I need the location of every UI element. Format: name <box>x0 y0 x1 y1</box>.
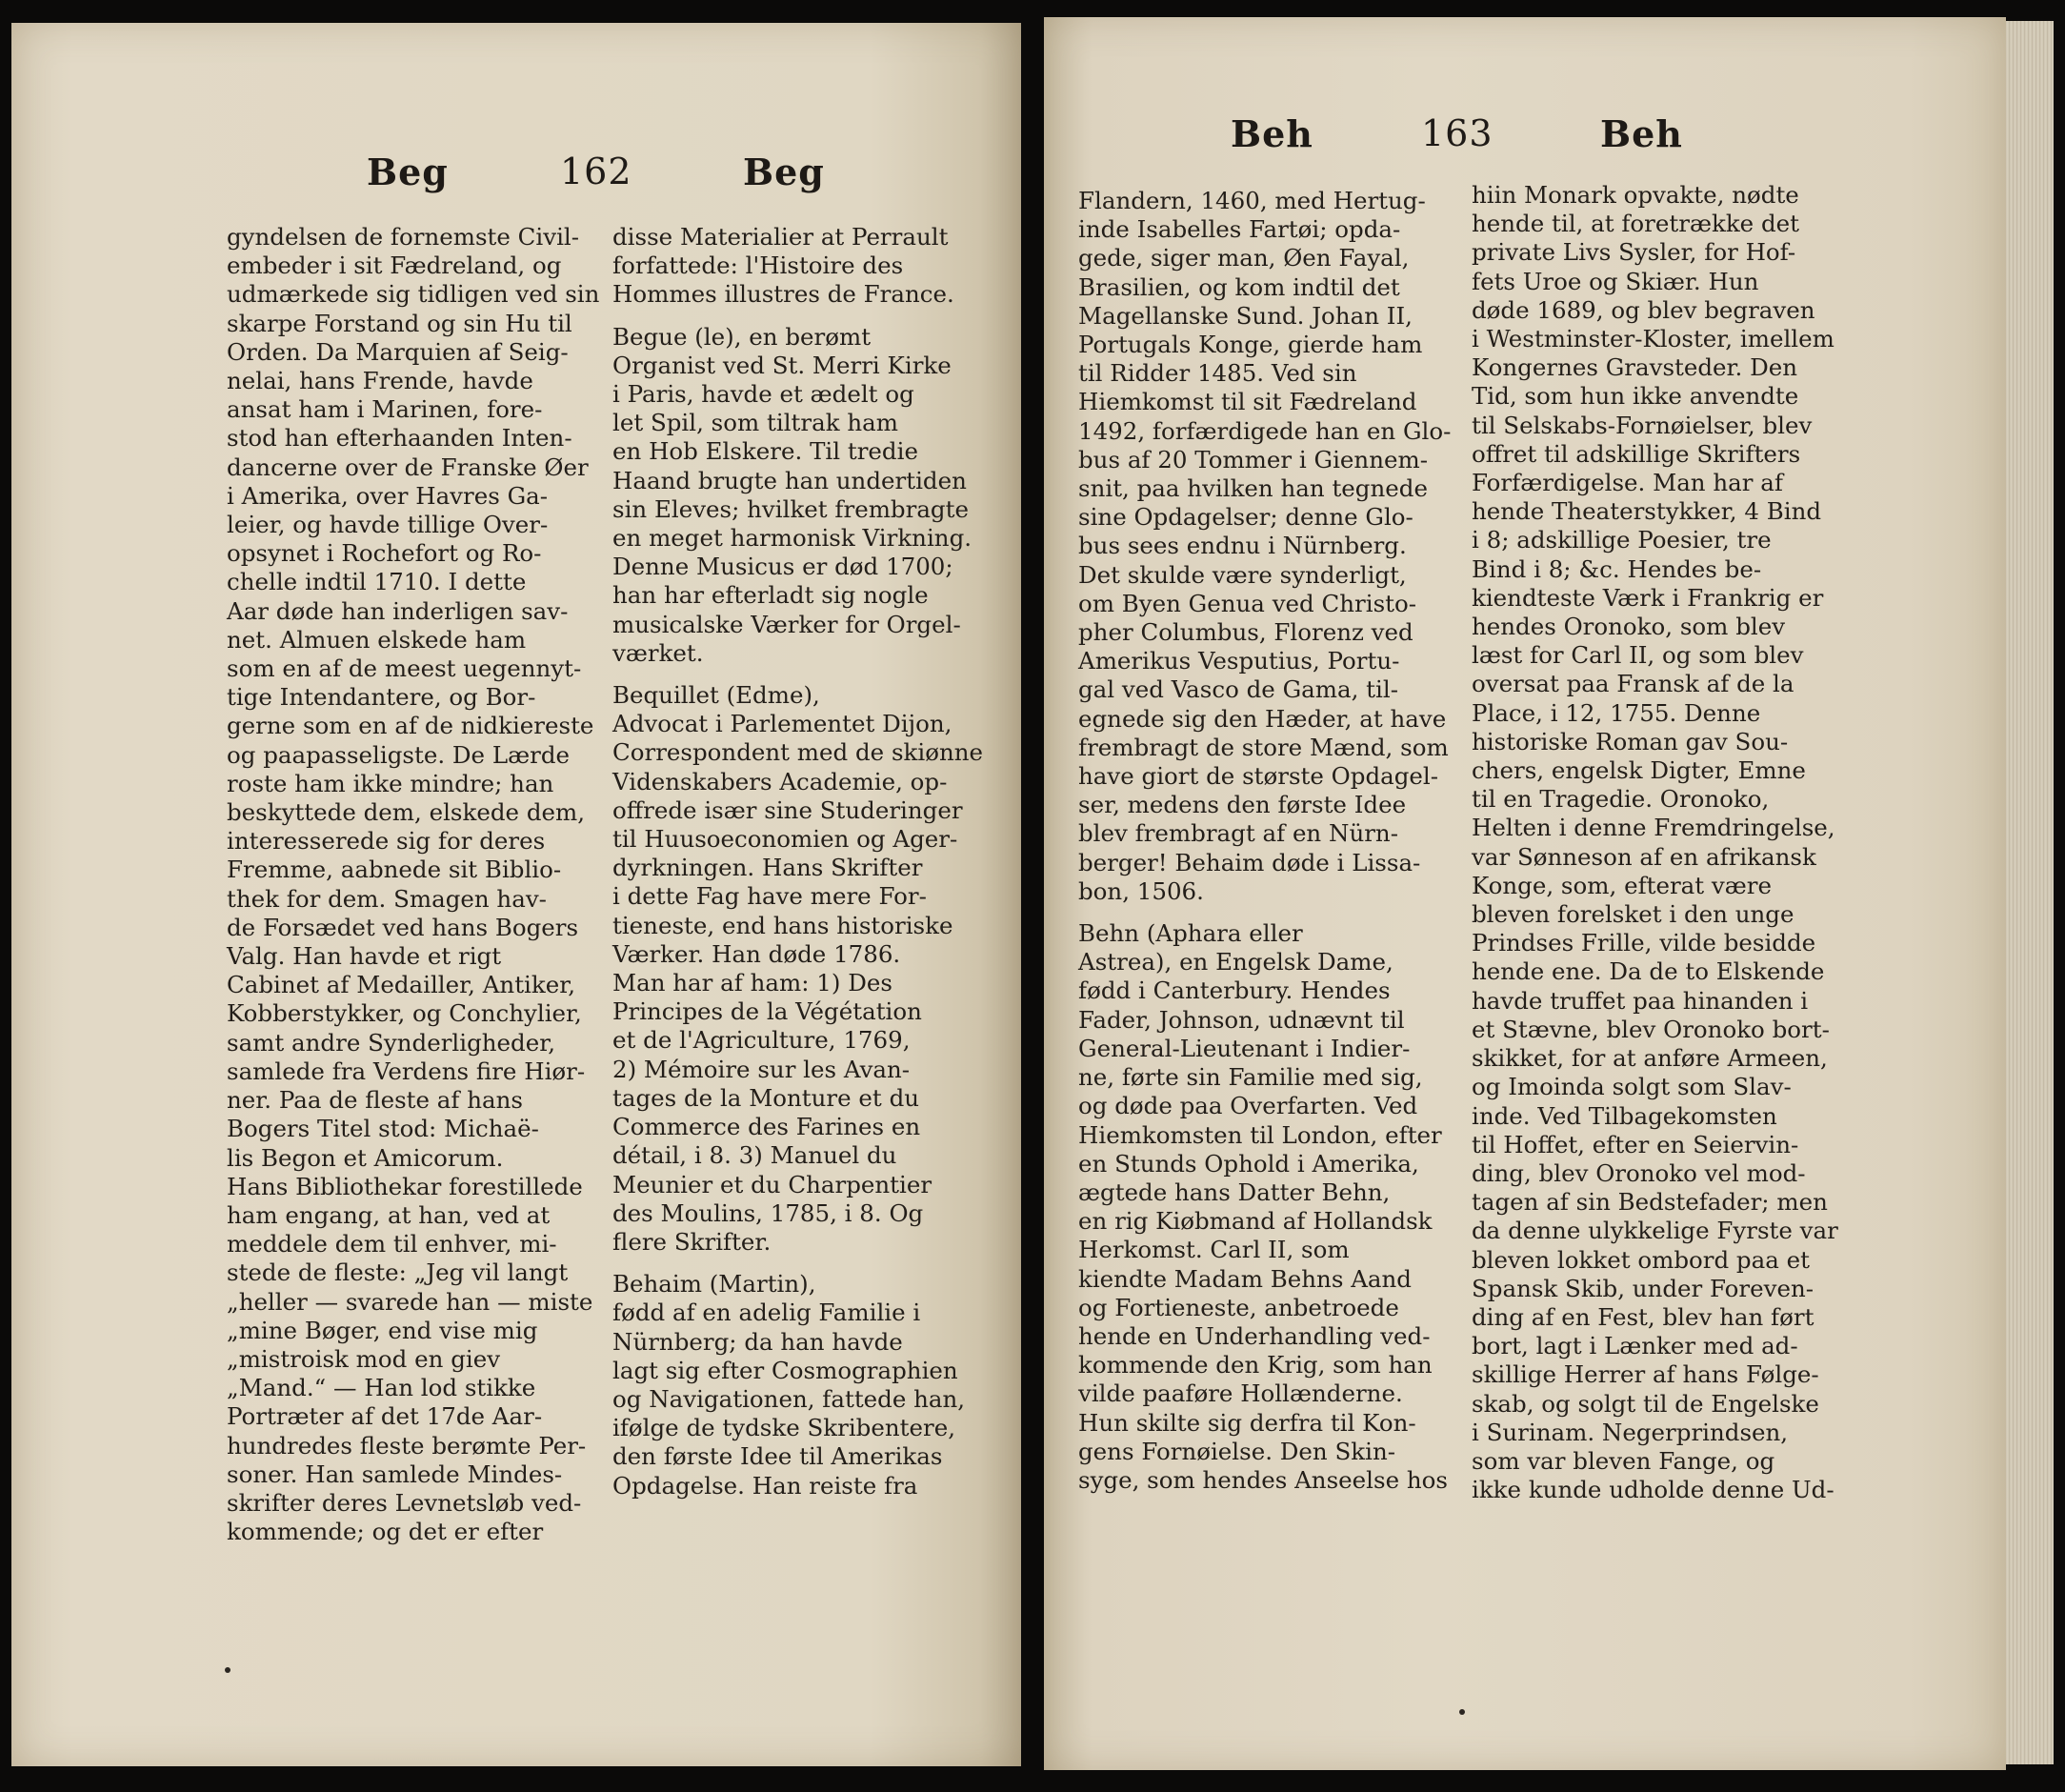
text-line: bus af 20 Tommer i Giennem- <box>1078 445 1428 473</box>
text-line: blev frembragt af en Nürn- <box>1078 819 1398 848</box>
text-line: om Byen Genua ved Christo- <box>1078 589 1417 617</box>
text-line: tages de la Monture et du <box>612 1083 920 1112</box>
text-line: kommende; og det er efter <box>227 1518 544 1546</box>
text-line: Videnskabers Academie, op- <box>612 767 948 795</box>
text-line: ansat ham i Marinen, fore- <box>227 395 543 424</box>
text-line: Helten i denne Fremdringelse, <box>1472 814 1835 842</box>
text-line: Hun skilte sig derfra til Kon- <box>1078 1408 1416 1437</box>
text-line: samlede fra Verdens fire Hiør- <box>227 1057 586 1085</box>
text-line: Det skulde være synderligt, <box>1078 560 1407 589</box>
text-line: Principes de la Végétation <box>612 997 922 1026</box>
text-line: et Stævne, blev Oronoko bort- <box>1472 1015 1830 1043</box>
text-line: ifølge de tydske Skribentere, <box>612 1414 955 1442</box>
paragraph <box>612 223 979 310</box>
text-line: en rig Kiøbmand af Hollandsk <box>1078 1207 1433 1236</box>
text-line: offret til adskillige Skrifters <box>1472 439 1801 468</box>
text-line: Behn (Aphara eller <box>1078 919 1303 948</box>
text-line: gens Fornøielse. Den Skin- <box>1078 1437 1396 1465</box>
text-line: udmærkede sig tidligen ved sin <box>227 280 600 309</box>
text-line: egnede sig den Hæder, at have <box>1078 704 1447 733</box>
text-line: hendes Oronoko, som blev <box>1472 613 1786 641</box>
text-line: „mistroisk mod en giev <box>227 1344 501 1373</box>
left-page-number: 162 <box>560 151 632 192</box>
text-line: tieneste, end hans historiske <box>612 911 953 939</box>
left-page-column-2 <box>612 223 984 1500</box>
text-line: i Amerika, over Havres Ga- <box>227 481 549 510</box>
text-line: have giort de største Opdagel- <box>1078 762 1439 791</box>
text-line: Forfærdigelse. Man har af <box>1472 469 1783 497</box>
text-line: hundredes fleste berømte Per- <box>227 1431 587 1460</box>
text-line: Opdagelse. Han reiste fra <box>612 1471 918 1500</box>
paragraph <box>612 681 984 1257</box>
text-line: beskyttede dem, elskede dem, <box>227 798 586 827</box>
text-line: hende til, at foretrække det <box>1472 210 1799 238</box>
text-line: détail, i 8. 3) Manuel du <box>612 1141 897 1170</box>
text-line: Tid, som hun ikke anvendte <box>1472 382 1799 411</box>
text-line: dyrkningen. Hans Skrifter <box>612 854 923 882</box>
text-line: Orden. Da Marquien af Seig- <box>227 337 569 366</box>
right-page-number: 163 <box>1421 112 1494 154</box>
paragraph <box>1078 187 1452 906</box>
text-line: leier, og havde tillige Over- <box>227 511 549 539</box>
text-line: i Surinam. Negerprindsen, <box>1472 1418 1789 1446</box>
text-line: Valg. Han havde et rigt <box>227 942 502 971</box>
text-line: til Selskabs-Fornøielser, blev <box>1472 411 1813 439</box>
text-line: gyndelsen de fornemste Civil- <box>227 223 580 251</box>
text-line: Portræter af det 17de Aar- <box>227 1402 543 1431</box>
text-line: ægtede hans Datter Behn, <box>1078 1178 1391 1206</box>
text-line: offrede især sine Studeringer <box>612 795 963 824</box>
text-line: frembragt de store Mænd, som <box>1078 733 1449 761</box>
text-line: gerne som en af de nidkiereste <box>227 712 594 740</box>
text-line: Flandern, 1460, med Hertug- <box>1078 187 1426 214</box>
text-line: skikket, for at anføre Armeen, <box>1472 1044 1828 1073</box>
text-line: Bind i 8; &c. Hendes be- <box>1472 554 1762 583</box>
text-line: Spansk Skib, under Foreven- <box>1472 1274 1814 1302</box>
text-line: opsynet i Rochefort og Ro- <box>227 539 542 568</box>
paragraph <box>227 223 600 1546</box>
text-line: i dette Fag have mere For- <box>612 882 927 911</box>
text-line: chelle indtil 1710. I dette <box>227 568 527 596</box>
text-line: som en af de meest uegennyt- <box>227 654 582 683</box>
text-line: hende ene. Da de to Elskende <box>1472 957 1825 986</box>
text-line: historiske Roman gav Sou- <box>1472 727 1789 755</box>
right-page-column-2 <box>1472 181 1838 1504</box>
text-line: „Mand.“ — Han lod stikke <box>227 1374 536 1402</box>
text-line: Fader, Johnson, udnævnt til <box>1078 1005 1405 1034</box>
text-line: en meget harmonisk Virkning. <box>612 524 972 553</box>
text-line: bort, lagt i Lænker med ad- <box>1472 1332 1798 1360</box>
text-line: Place, i 12, 1755. Denne <box>1472 698 1761 727</box>
text-line: hende en Underhandling ved- <box>1078 1321 1431 1350</box>
text-line: ikke kunde udholde denne Ud- <box>1472 1476 1834 1504</box>
text-line: tagen af sin Bedstefader; men <box>1472 1188 1828 1217</box>
text-line: „heller — svarede han — miste <box>227 1287 593 1316</box>
text-line: sine Opdagelser; denne Glo- <box>1078 503 1413 532</box>
text-line: Værker. Han døde 1786. <box>612 939 901 968</box>
left-header-word: Beg <box>367 151 449 193</box>
text-line: Portugals Konge, gierde ham <box>1078 331 1423 359</box>
text-line: sin Eleves; hvilket frembragte <box>612 494 969 523</box>
text-line: var Sønneson af en afrikansk <box>1472 842 1816 871</box>
text-line: til Ridder 1485. Ved sin <box>1078 359 1357 388</box>
text-line: i Westminster-Kloster, imellem <box>1472 325 1834 353</box>
text-line: ding, blev Oronoko vel mod- <box>1472 1158 1806 1187</box>
text-line: læst for Carl II, og som blev <box>1472 641 1804 670</box>
text-line: forfattede: l'Histoire des <box>612 252 904 280</box>
text-line: Bequillet (Edme), <box>612 681 820 710</box>
text-line: hende Theaterstykker, 4 Bind <box>1472 497 1822 526</box>
text-line: i Paris, havde et ædelt og <box>612 380 914 409</box>
text-line: og døde paa Overfarten. Ved <box>1078 1092 1418 1120</box>
text-line: han har efterladt sig nogle <box>612 581 929 610</box>
text-line: Prindses Frille, vilde besidde <box>1472 929 1816 957</box>
text-line: Aar døde han inderligen sav- <box>227 596 569 625</box>
text-line: et de l'Agriculture, 1769, <box>612 1026 911 1055</box>
text-line: roste ham ikke mindre; han <box>227 769 554 797</box>
text-line: General-Lieutenant i Indier- <box>1078 1034 1411 1062</box>
text-line: en Hob Elskere. Til tredie <box>612 437 918 466</box>
text-line: musicalske Værker for Orgel- <box>612 610 961 638</box>
text-line: skarpe Forstand og sin Hu til <box>227 309 572 337</box>
paragraph <box>612 1270 979 1500</box>
text-line: stede de fleste: „Jeg vil langt <box>227 1258 569 1287</box>
text-line: chers, engelsk Digter, Emne <box>1472 756 1806 785</box>
text-line: Advocat i Parlementet Dijon, <box>612 710 952 738</box>
text-line: ham engang, at han, ved at <box>227 1200 551 1229</box>
text-line: fødd i Canterbury. Hendes <box>1078 977 1391 1005</box>
text-line: skrifter deres Levnetsløb ved- <box>227 1488 582 1517</box>
page-block-edge <box>2006 21 2054 1764</box>
text-line: Haand brugte han undertiden <box>612 466 967 494</box>
text-line: berger! Behaim døde i Lissa- <box>1078 848 1421 876</box>
text-line: Meunier et du Charpentier <box>612 1170 932 1198</box>
right-header-word-right: Beh <box>1600 112 1683 155</box>
text-line: vilde paaføre Hollænderne. <box>1078 1379 1403 1408</box>
text-line: lagt sig efter Cosmographien <box>612 1356 958 1384</box>
text-line: gede, siger man, Øen Fayal, <box>1078 244 1410 272</box>
left-page-column-1 <box>227 223 600 1546</box>
text-line: snit, paa hvilken han tegnede <box>1078 474 1428 503</box>
text-line: og Navigationen, fattede han, <box>612 1384 966 1413</box>
text-line: kiendteste Værk i Frankrig er <box>1472 583 1824 612</box>
text-line: værket. <box>612 638 704 667</box>
text-line: ser, medens den første Idee <box>1078 791 1407 819</box>
text-line: stod han efterhaanden Inten- <box>227 424 572 453</box>
text-line: let Spil, som tiltrak ham <box>612 409 898 437</box>
text-line: net. Almuen elskede ham <box>227 625 527 654</box>
text-line: Kongernes Gravsteder. Den <box>1472 353 1798 382</box>
text-line: de Forsædet ved hans Bogers <box>227 913 579 941</box>
text-line: da denne ulykkelige Fyrste var <box>1472 1217 1838 1245</box>
right-header-word: Beh <box>1231 112 1313 155</box>
text-line: 1492, forfærdigede han en Glo- <box>1078 416 1452 445</box>
text-line: bus sees endnu i Nürnberg. <box>1078 532 1407 560</box>
text-line: „mine Bøger, end vise mig <box>227 1316 538 1344</box>
text-line: inde. Ved Tilbagekomsten <box>1472 1101 1777 1130</box>
text-line: des Moulins, 1785, i 8. Og <box>612 1198 924 1227</box>
text-line: Kobberstykker, og Conchylier, <box>227 999 582 1028</box>
text-line: bleven forelsket i den unge <box>1472 900 1794 929</box>
text-line: og Fortieneste, anbetroede <box>1078 1293 1399 1321</box>
text-line: Hans Bibliothekar forestillede <box>227 1172 583 1200</box>
text-line: Man har af ham: 1) Des <box>612 969 892 997</box>
text-line: kiendte Madam Behns Aand <box>1078 1264 1412 1293</box>
text-line: embeder i sit Fædreland, og <box>227 252 562 280</box>
text-line: ner. Paa de fleste af hans <box>227 1086 523 1115</box>
text-line: Begue (le), en berømt <box>612 322 872 351</box>
paragraph <box>1078 919 1448 1495</box>
text-line: i 8; adskillige Poesier, tre <box>1472 526 1772 554</box>
text-line: inde Isabelles Fartøi; opda- <box>1078 215 1401 244</box>
text-line: dancerne over de Franske Øer <box>227 453 589 481</box>
text-line: Behaim (Martin), <box>612 1270 816 1299</box>
paragraph <box>1472 181 1838 1504</box>
text-line: Magellanske Sund. Johan II, <box>1078 301 1413 330</box>
text-line: skillige Herrer af hans Følge- <box>1472 1360 1819 1389</box>
text-line: tige Intendantere, og Bor- <box>227 683 536 712</box>
text-line: samt andre Synderligheder, <box>227 1028 556 1057</box>
text-line: ne, førte sin Familie med sig, <box>1078 1063 1423 1092</box>
text-line: thek for dem. Smagen hav- <box>227 884 547 913</box>
text-line: fets Uroe og Skiær. Hun <box>1472 267 1759 295</box>
text-line: en Stunds Ophold i Amerika, <box>1078 1149 1419 1178</box>
text-line: skab, og solgt til de Engelske <box>1472 1389 1819 1418</box>
text-line: Denne Musicus er død 1700; <box>612 553 953 581</box>
text-line: og Imoinda solgt som Slav- <box>1472 1073 1792 1101</box>
text-line: Cabinet af Medailler, Antiker, <box>227 971 576 999</box>
text-line: Hommes illustres de France. <box>612 280 954 309</box>
text-line: bleven lokket ombord paa et <box>1472 1245 1810 1274</box>
text-line: til en Tragedie. Oronoko, <box>1472 785 1770 814</box>
text-line: syge, som hendes Anseelse hos <box>1078 1465 1448 1494</box>
paragraph <box>612 323 979 668</box>
text-line: den første Idee til Amerikas <box>612 1442 943 1471</box>
text-line: Hiemkomst til sit Fædreland <box>1078 388 1417 416</box>
text-line: havde truffet paa hinanden i <box>1472 986 1809 1015</box>
paper-speck <box>1459 1709 1465 1715</box>
text-line: Brasilien, og kom indtil det <box>1078 272 1400 301</box>
text-line: Amerikus Vesputius, Portu- <box>1078 647 1400 675</box>
text-line: hiin Monark opvakte, nødte <box>1472 181 1799 209</box>
text-line: lis Begon et Amicorum. <box>227 1143 504 1172</box>
text-line: Konge, som, efterat være <box>1472 871 1773 899</box>
text-line: Correspondent med de skiønne <box>612 738 984 767</box>
text-line: døde 1689, og blev begraven <box>1472 295 1815 324</box>
text-line: Fremme, aabnede sit Biblio- <box>227 856 562 884</box>
text-line: fødd af en adelig Familie i <box>612 1299 921 1327</box>
text-line: soner. Han samlede Mindes- <box>227 1460 563 1488</box>
text-line: gal ved Vasco de Gama, til- <box>1078 675 1398 704</box>
text-line: kommende den Krig, som han <box>1078 1351 1433 1379</box>
text-line: oversat paa Fransk af de la <box>1472 670 1794 698</box>
text-line: Hiemkomsten til London, efter <box>1078 1120 1442 1149</box>
text-line: Organist ved St. Merri Kirke <box>612 351 952 379</box>
text-line: flere Skrifter. <box>612 1227 772 1256</box>
text-line: som var bleven Fange, og <box>1472 1446 1775 1475</box>
text-line: Commerce des Farines en <box>612 1113 921 1141</box>
text-line: bon, 1506. <box>1078 876 1204 905</box>
text-line: interesserede sig for deres <box>227 827 546 856</box>
text-line: disse Materialier at Perrault <box>612 223 949 251</box>
text-line: private Livs Sysler, for Hof- <box>1472 238 1796 267</box>
text-line: 2) Mémoire sur les Avan- <box>612 1055 911 1083</box>
text-line: og paapasseligste. De Lærde <box>227 740 571 769</box>
text-line: meddele dem til enhver, mi- <box>227 1230 557 1258</box>
text-line: Herkomst. Carl II, som <box>1078 1236 1350 1264</box>
text-line: ding af en Fest, blev han ført <box>1472 1302 1814 1331</box>
paper-speck <box>225 1667 231 1673</box>
right-page-column-1 <box>1078 187 1452 1495</box>
text-line: til Hoffet, efter en Seiervin- <box>1472 1130 1799 1158</box>
text-line: Astrea), en Engelsk Dame, <box>1078 948 1393 977</box>
text-line: Bogers Titel stod: Michaë- <box>227 1115 539 1143</box>
text-line: til Huusoeconomien og Ager- <box>612 825 958 854</box>
text-line: Nürnberg; da han havde <box>612 1327 903 1356</box>
left-header-word-right: Beg <box>743 151 825 193</box>
text-line: pher Columbus, Florenz ved <box>1078 618 1413 647</box>
text-line: nelai, hans Frende, havde <box>227 367 533 395</box>
